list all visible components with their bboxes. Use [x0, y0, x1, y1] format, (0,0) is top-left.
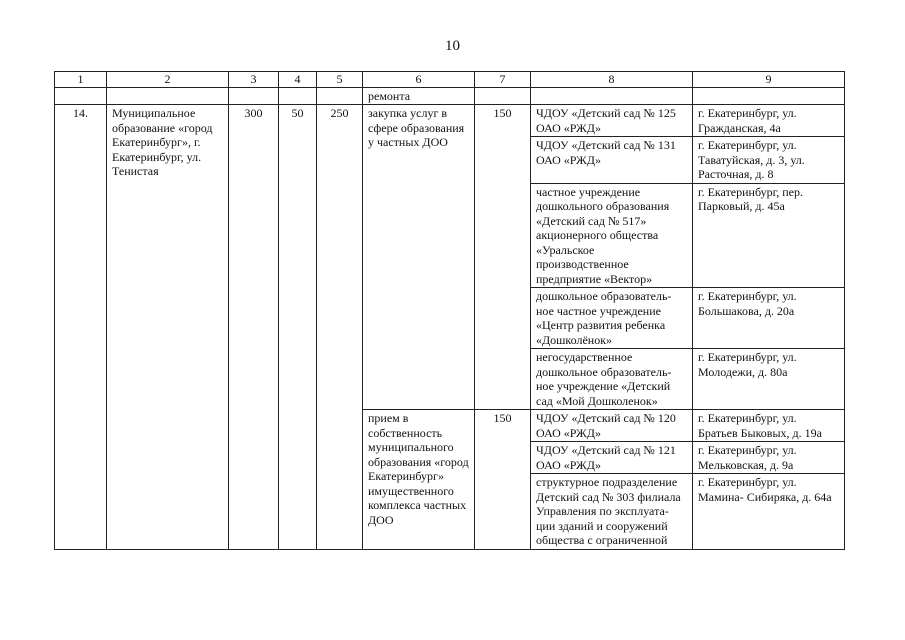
address-cell: г. Екатеринбург, ул. Большакова, д. 20а	[693, 288, 845, 349]
column-number-row	[55, 72, 845, 88]
address-cell: г. Екатеринбург, ул. Таватуйская, д. 3, ул. Расточная, д. 8	[693, 137, 845, 184]
address-cell: г. Екатеринбург, ул. Мельковская, д. 9а	[693, 442, 845, 474]
table-cell: 50	[279, 105, 317, 550]
measure-cell: закупка услуг в сфере образования у частных ДОО	[363, 105, 475, 410]
table-cell	[229, 87, 279, 105]
address-cell: г. Екатеринбург, ул. Мамина- Сибиряка, д. 64а	[693, 474, 845, 550]
column-header: 2	[107, 72, 229, 88]
row-number: 14.	[55, 105, 107, 550]
institution-cell: структурное подразделение Детский сад № 303 филиала Управления по эксплуата-ции зданий и сооружений общества с ограниченной	[531, 474, 693, 550]
table-cell: 250	[317, 105, 363, 550]
institution-cell: ЧДОУ «Детский сад № 121 ОАО «РЖД»	[531, 442, 693, 474]
address-cell: г. Екатеринбург, ул. Гражданская, 4а	[693, 105, 845, 137]
column-header: 1	[55, 72, 107, 88]
table-cell: ремонта	[363, 87, 475, 105]
table-row	[55, 105, 845, 137]
column-header: 7	[475, 72, 531, 88]
municipality-cell: Муниципальное образование «город Екатеринбург», г. Екатеринбург, ул. Тенистая	[107, 105, 229, 550]
column-header: 3	[229, 72, 279, 88]
table-cell: 300	[229, 105, 279, 550]
institution-cell: ЧДОУ «Детский сад № 131 ОАО «РЖД»	[531, 137, 693, 184]
institution-cell: дошкольное образователь-ное частное учреждение «Центр развития ребенка «Дошколёнок»	[531, 288, 693, 349]
table-cell	[693, 87, 845, 105]
address-cell: г. Екатеринбург, ул. Молодежи, д. 80а	[693, 349, 845, 410]
table-cell: 150	[475, 105, 531, 410]
column-header: 6	[363, 72, 475, 88]
table-cell	[531, 87, 693, 105]
institution-cell: ЧДОУ «Детский сад № 120 ОАО «РЖД»	[531, 410, 693, 442]
address-cell: г. Екатеринбург, ул. Братьев Быковых, д. 19а	[693, 410, 845, 442]
column-header: 4	[279, 72, 317, 88]
table-cell: 150	[475, 410, 531, 550]
address-cell: г. Екатеринбург, пер. Парковый, д. 45а	[693, 183, 845, 288]
measure-cell: прием в собственность муниципального образования «город Екатеринбург» имущественного комплекса частных ДОО	[363, 410, 475, 550]
institution-cell: негосударственное дошкольное образователь-ное учреждение «Детский сад «Мой Дошколенок»	[531, 349, 693, 410]
institution-cell: ЧДОУ «Детский сад № 125 ОАО «РЖД»	[531, 105, 693, 137]
column-header: 8	[531, 72, 693, 88]
column-header: 9	[693, 72, 845, 88]
continuation-row	[55, 87, 845, 105]
document-table	[54, 71, 845, 550]
table-cell	[475, 87, 531, 105]
column-header: 5	[317, 72, 363, 88]
table-cell	[279, 87, 317, 105]
table-cell	[107, 87, 229, 105]
page-number: 10	[445, 38, 460, 54]
table-cell	[317, 87, 363, 105]
table-cell	[55, 87, 107, 105]
institution-cell: частное учреждение дошкольного образования «Детский сад № 517» акционерного общества «Уральское производственное предприятие «Вектор»	[531, 183, 693, 288]
